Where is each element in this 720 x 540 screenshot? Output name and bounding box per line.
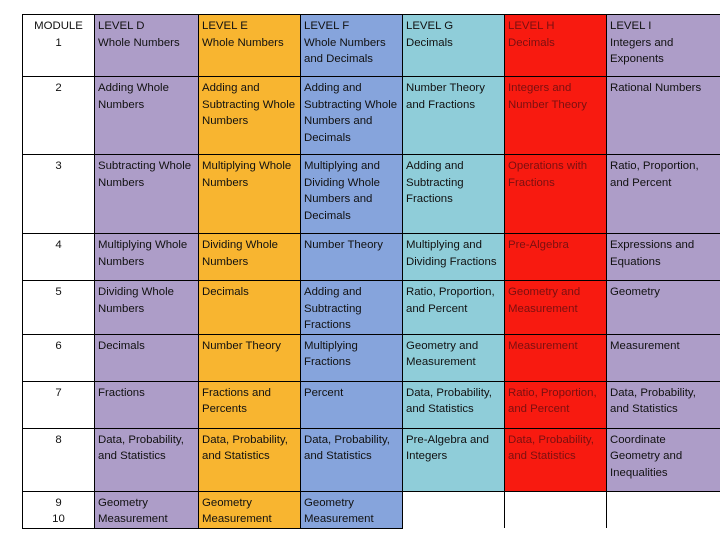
table-row (23, 428, 720, 491)
level-g-cell: Data, Probability, and Statistics (403, 381, 505, 428)
level-i-cell: Measurement (607, 334, 720, 381)
level-g-cell: Multiplying and Dividing Fractions (403, 234, 505, 281)
module-header: MODULE 1 (23, 15, 95, 77)
level-f-cell: Percent (301, 381, 403, 428)
level-i-cell: Coordinate Geometry and Inequalities (607, 428, 720, 491)
level-i-cell: Data, Probability, and Statistics (607, 381, 720, 428)
level-e-cell: Decimals (199, 281, 301, 335)
level-d-cell: Subtracting Whole Numbers (95, 155, 199, 234)
table-row (23, 155, 720, 234)
empty-cell (607, 491, 720, 528)
level-f-cell: Geometry Measurement (301, 491, 403, 528)
level-f-cell: Number Theory (301, 234, 403, 281)
level-i-cell: Geometry (607, 281, 720, 335)
table-row (23, 334, 720, 381)
level-f-cell: Adding and Subtracting Fractions (301, 281, 403, 335)
level-d-cell: Adding Whole Numbers (95, 77, 199, 155)
level-e-cell: Number Theory (199, 334, 301, 381)
level-e-cell: Fractions and Percents (199, 381, 301, 428)
level-g-cell: Geometry and Measurement (403, 334, 505, 381)
level-g-header: LEVEL G Decimals (403, 15, 505, 77)
module-number: 7 (23, 381, 95, 428)
level-e-cell: Adding and Subtracting Whole Numbers (199, 77, 301, 155)
header-row (23, 15, 720, 77)
level-f-cell: Adding and Subtracting Whole Numbers and Decimals (301, 77, 403, 155)
curriculum-table-container (22, 14, 720, 530)
level-h-cell: Pre-Algebra (505, 234, 607, 281)
level-e-cell: Dividing Whole Numbers (199, 234, 301, 281)
level-h-cell: Data, Probability, and Statistics (505, 428, 607, 491)
level-g-cell: Ratio, Proportion, and Percent (403, 281, 505, 335)
level-h-cell: Ratio, Proportion, and Percent (505, 381, 607, 428)
table-row (23, 77, 720, 155)
level-d-cell: Data, Probability, and Statistics (95, 428, 199, 491)
level-d-cell: Dividing Whole Numbers (95, 281, 199, 335)
level-i-cell: Expressions and Equations (607, 234, 720, 281)
table-row (23, 381, 720, 428)
level-h-cell: Measurement (505, 334, 607, 381)
level-d-cell: Multiplying Whole Numbers (95, 234, 199, 281)
level-f-header: LEVEL F Whole Numbers and Decimals (301, 15, 403, 77)
level-i-header: LEVEL I Integers and Exponents (607, 15, 720, 77)
level-e-header: LEVEL E Whole Numbers (199, 15, 301, 77)
table-row (23, 491, 720, 528)
level-e-cell: Multiplying Whole Numbers (199, 155, 301, 234)
level-f-cell: Multiplying and Dividing Whole Numbers and Decimals (301, 155, 403, 234)
level-i-cell: Rational Numbers (607, 77, 720, 155)
module-number: 6 (23, 334, 95, 381)
level-g-cell: Pre-Algebra and Integers (403, 428, 505, 491)
module-number: 5 (23, 281, 95, 335)
module-number: 8 (23, 428, 95, 491)
level-i-cell: Ratio, Proportion, and Percent (607, 155, 720, 234)
level-f-cell: Data, Probability, and Statistics (301, 428, 403, 491)
level-f-cell: Multiplying Fractions (301, 334, 403, 381)
level-d-header: LEVEL D Whole Numbers (95, 15, 199, 77)
level-g-cell: Adding and Subtracting Fractions (403, 155, 505, 234)
level-e-cell: Data, Probability, and Statistics (199, 428, 301, 491)
module-number: 9 10 (23, 491, 95, 528)
level-h-header: LEVEL H Decimals (505, 15, 607, 77)
level-d-cell: Fractions (95, 381, 199, 428)
empty-cell (505, 491, 607, 528)
level-h-cell: Geometry and Measurement (505, 281, 607, 335)
level-d-cell: Geometry Measurement (95, 491, 199, 528)
module-number: 3 (23, 155, 95, 234)
level-h-cell: Integers and Number Theory (505, 77, 607, 155)
level-d-cell: Decimals (95, 334, 199, 381)
empty-cell (403, 491, 505, 528)
level-e-cell: Geometry Measurement (199, 491, 301, 528)
module-number: 2 (23, 77, 95, 155)
level-h-cell: Operations with Fractions (505, 155, 607, 234)
table-row (23, 234, 720, 281)
level-g-cell: Number Theory and Fractions (403, 77, 505, 155)
table-row (23, 281, 720, 335)
curriculum-table (22, 14, 720, 529)
module-number: 4 (23, 234, 95, 281)
